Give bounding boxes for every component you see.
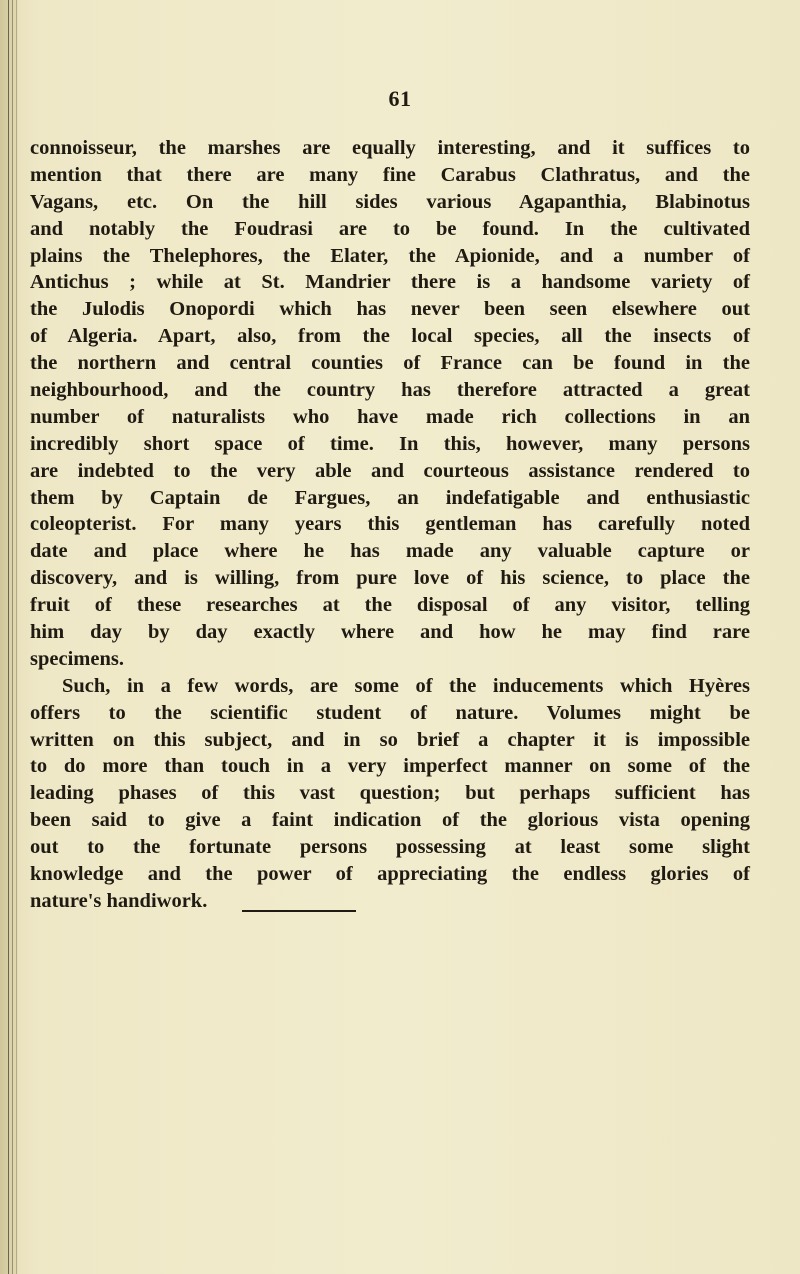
gutter-line [12, 0, 13, 1274]
text-line: been said to give a faint indication of the glorious vista opening [30, 809, 750, 832]
text-line: number of naturalists who have made rich collections in an [30, 405, 750, 428]
text-line: nature's handiwork. [30, 889, 208, 912]
text-line: Such, in a few words, are some of the inducements which Hyères [62, 674, 750, 697]
text-line: mention that there are many fine Carabus Clathratus, and the [30, 163, 750, 186]
paragraph [30, 673, 750, 915]
text-line: date and place where he has made any valuable capture or [30, 540, 750, 563]
text-line: coleopterist. For many years this gentleman has carefully noted [30, 513, 750, 536]
gutter-line [8, 0, 9, 1274]
text-line: leading phases of this vast question; but perhaps sufficient has [30, 782, 750, 805]
text-line: discovery, and is willing, from pure love of his science, to place the [30, 567, 750, 590]
text-line: plains the Thelephores, the Elater, the Apionide, and a number of [30, 244, 750, 267]
text-line: out to the fortunate persons possessing at least some slight [30, 836, 750, 859]
text-line: Antichus ; while at St. Mandrier there is a handsome variety of [30, 271, 750, 294]
text-line: them by Captain de Fargues, an indefatigable and enthusiastic [30, 486, 750, 509]
text-line: and notably the Foudrasi are to be found. In the cultivated [30, 217, 750, 240]
text-line: incredibly short space of time. In this, however, many persons [30, 432, 750, 455]
text-line: written on this subject, and in so brief a chapter it is impossible [30, 728, 750, 751]
text-line: specimens. [30, 647, 124, 670]
end-of-chapter-rule [242, 910, 356, 912]
text-line: the northern and central counties of France can be found in the [30, 352, 750, 375]
text-line: fruit of these researches at the disposal of any visitor, telling [30, 594, 750, 617]
text-line: to do more than touch in a very imperfect manner on some of the [30, 755, 750, 778]
text-line: him day by day exactly where and how he may find rare [30, 621, 750, 644]
paragraph [30, 135, 750, 673]
text-line: Vagans, etc. On the hill sides various Agapanthia, Blabinotus [30, 190, 750, 213]
page-number: 61 [388, 86, 412, 111]
text-line: offers to the scientific student of nature. Volumes might be [30, 701, 750, 724]
gutter-line [16, 0, 17, 1274]
body-text [30, 135, 750, 915]
text-line: connoisseur, the marshes are equally interesting, and it suffices to [30, 137, 750, 159]
text-line: are indebted to the very able and courteous assistance rendered to [30, 459, 750, 482]
text-line: the Julodis Onopordi which has never been seen elsewhere out [30, 298, 750, 321]
text-line: neighbourhood, and the country has therefore attracted a great [30, 379, 750, 402]
text-line: of Algeria. Apart, also, from the local species, all the insects of [30, 325, 750, 348]
text-line: knowledge and the power of appreciating the endless glories of [30, 863, 750, 886]
